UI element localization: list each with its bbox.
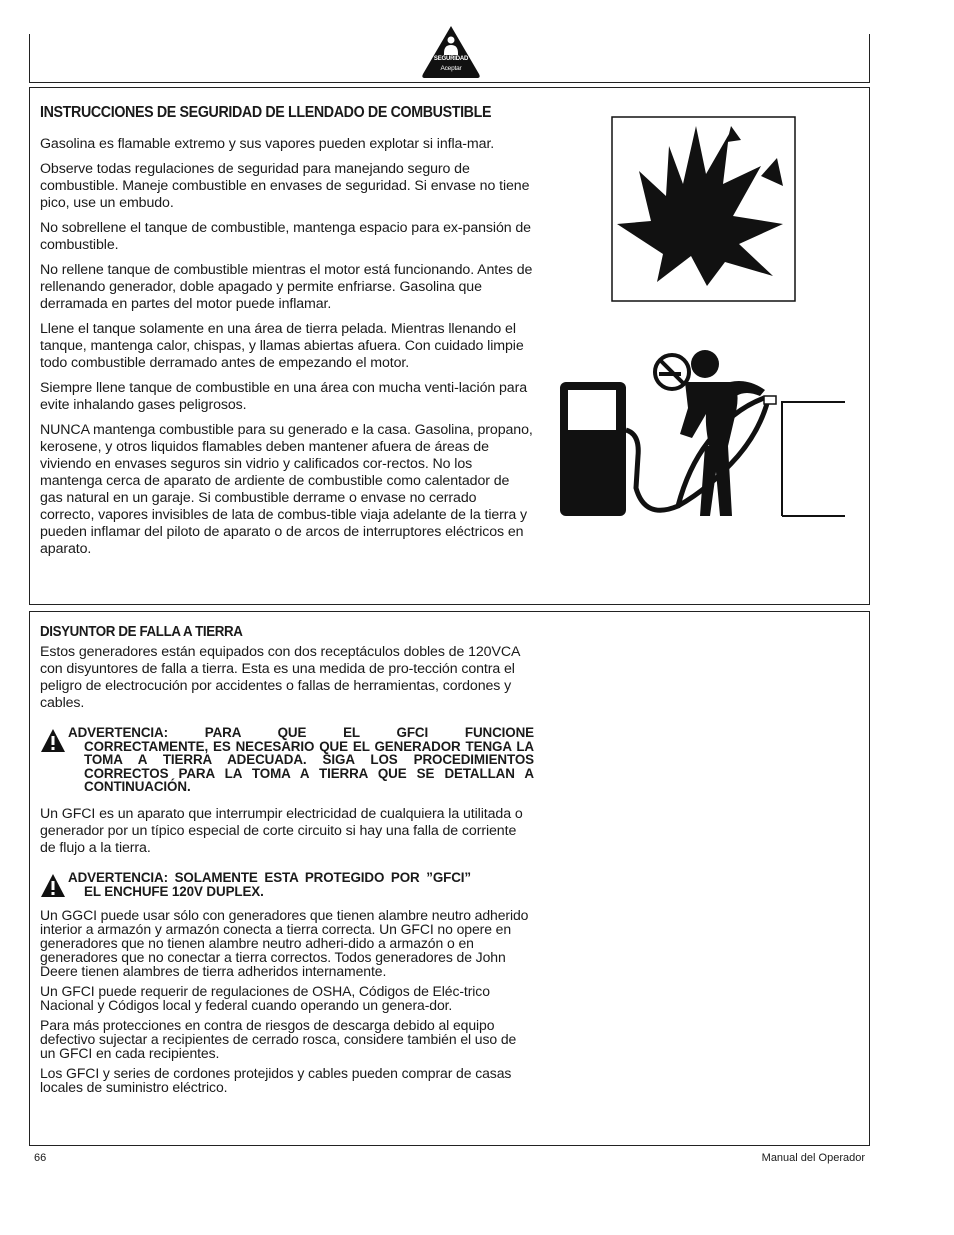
warning-text [68, 871, 534, 898]
warning-triangle-icon [40, 873, 66, 899]
page-number: 66 [34, 1152, 47, 1164]
paragraph: Siempre llene tanque de combustible en una área con mucha venti-lación para evite inhalando gases peligrosos. [40, 380, 528, 413]
paragraph: Un GFCI es un aparato que interrumpir electricidad de cualquiera la utilitada o generador por un típico especial de corte circuito si hay una falla de corriente de flujo a la tierra. [40, 805, 523, 856]
paragraph: Un GFCI puede requerir de regulaciones de OSHA, Códigos de Eléc-trico Nacional y Códigos local y federal cuando operando un genera-dor. [40, 983, 490, 1014]
warning-block [40, 726, 534, 794]
paragraph: Observe todas regulaciones de seguridad para manejando seguro de combustible. Maneje combustible en envases de seguridad. Si envase no tiene pico, use un embudo. [40, 161, 530, 211]
fuel-safety-section [29, 87, 870, 605]
paragraph: No sobrellene el tanque de combustible, mantenga espacio para ex-pansión de combustible. [40, 220, 531, 253]
warning-first-line: ADVERTENCIA: PARA QUE EL GFCI FUNCIONE [68, 725, 534, 740]
warning-rest: CORRECTAMENTE, ES NECESARIO QUE EL GENERADOR TENGA LA TOMA A TIERRA ADECUADA. SIGA LOS PROCEDIMIENTOS CORRECTOS PARA LA TOMA A TIERRA QUE SE DETALLAN A CONTINUACIÓN. [84, 738, 534, 795]
warning-text [68, 726, 534, 794]
badge-sub: Aceptar [440, 65, 462, 72]
warning-triangle-icon [40, 728, 66, 754]
warning-rest: EL ENCHUFE 120V DUPLEX. [84, 883, 264, 899]
paragraph: Estos generadores están equipados con dos receptáculos dobles de 120VCA con disyuntores de falla a tierra. Esta es una medida de pro-tección contra el peligro de electrocución por accidentes o fallas de herramientas, cordones y cables. [40, 644, 520, 711]
gfci-section [29, 611, 870, 1146]
section-title: INSTRUCCIONES DE SEGURIDAD DE LLENDADO DE COMBUSTIBLE [40, 104, 492, 121]
paragraph: Los GFCI y series de cordones protejidos y cables pueden comprar de casas locales de suministro eléctrico. [40, 1065, 512, 1096]
warning-first-line: ADVERTENCIA: SOLAMENTE ESTA PROTEGIDO POR ”GFCI” [68, 869, 472, 885]
section-title: DISYUNTOR DE FALLA A TIERRA [40, 624, 243, 640]
paragraph: Gasolina es flamable extremo y sus vapores pueden explotar si infla-mar. [40, 136, 495, 152]
paragraph: Para más protecciones en contra de riesgos de descarga debido al equipo defectivo sujectar a recipientes de cerrado rosca, considere también el uso de un GFCI en cada recipientes. [40, 1017, 517, 1062]
refueling-illustration [560, 338, 845, 518]
paragraph: Llene el tanque solamente en una área de tierra pelada. Mientras llenando el tanque, mantenga calor, chispas, y llamas abiertas afuera. Con cuidado limpie todo combustible derramado antes de empezando el motor. [40, 321, 524, 371]
safety-badge [419, 24, 483, 80]
badge-label: SEGURIDAD [433, 56, 469, 62]
paragraph: NUNCA mantenga combustible para su generado e la casa. Gasolina, propano, kerosene, y otros liquidos flamables deben mantener afuera de áreas de viviendo en envases seguros sin vidrio y calificados cor-rectos. No los mantenga cerca de aparato de ardiente de combustible como calentador de gas natural en un garaje. Si combustible derrame o envase no cerrado correcto, vapores invisibles de lata de combus-tible viaja adelante de la tierra y pueden inflamar del piloto de aparato o de arcos de interruptores eléctricos en aparato. [40, 422, 533, 557]
paragraph: Un GGCI puede usar sólo con generadores que tienen alambre neutro adherido interior a armazón y armazón conecta a tierra correcta. Un GFCI no opere en generadores que no tienen alambre neutro adheri-dido a armazón o en generadores que no conectar a tierra correctos. Todos generadores de John Deere tienen alambres de tierra adheridos internamente. [40, 907, 529, 980]
warning-block [40, 871, 534, 898]
explosion-illustration [611, 116, 796, 302]
manual-title: Manual del Operador [761, 1152, 865, 1164]
paragraph: No rellene tanque de combustible mientras el motor está funcionando. Antes de rellenando generador, doble apagado y permite enfriarse. Gasolina que derramada en partes del motor puede inflamar. [40, 262, 533, 312]
